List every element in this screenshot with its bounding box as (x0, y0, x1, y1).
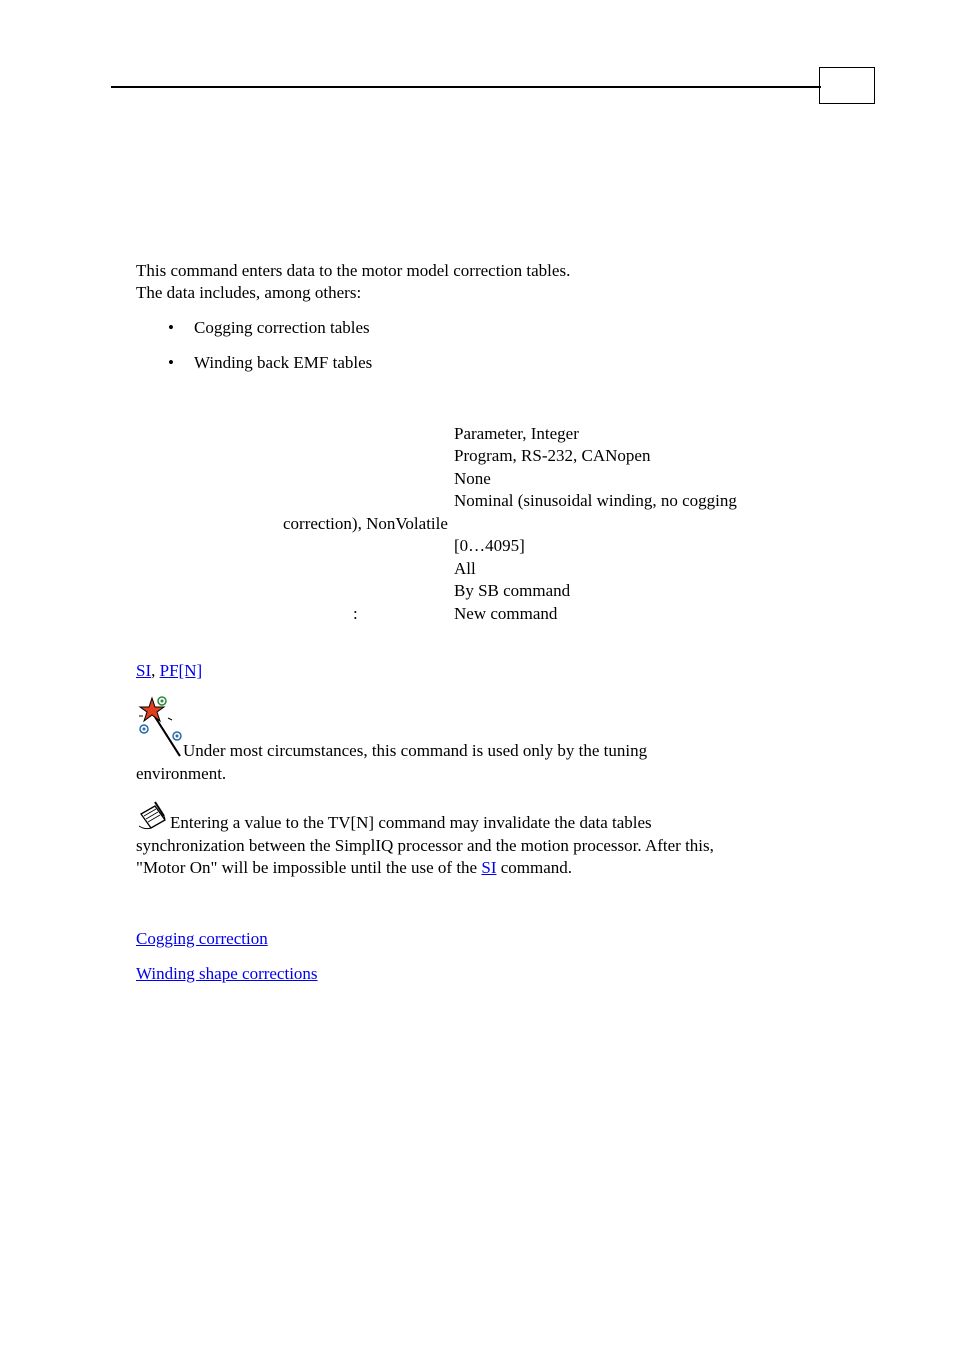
tip-line-2: environment. (136, 764, 227, 783)
bullet-symbol: • (168, 318, 174, 337)
header-rule (111, 86, 821, 88)
intro-line-2: The data includes, among others: (136, 283, 362, 302)
see-also-separator: , (151, 661, 156, 680)
link-winding-shape-corrections[interactable]: Winding shape corrections (136, 964, 318, 983)
link-si[interactable]: SI (136, 661, 152, 680)
attr-compatibility: New command (454, 604, 558, 623)
attr-default-line-2: correction), NonVolatile (283, 514, 448, 533)
attr-colon: : (353, 604, 358, 623)
note-line-1: Entering a value to the TV[N] command may invalidate the data tables (170, 813, 652, 832)
attr-index-range: All (454, 559, 476, 578)
tip-line-1: Under most circumstances, this command is used only by the tuning (183, 741, 648, 760)
bullet-symbol: • (168, 353, 174, 372)
attr-range: [0…4095] (454, 536, 525, 555)
attr-restrictions: None (454, 469, 491, 488)
bullet-item: Winding back EMF tables (194, 353, 373, 372)
link-cogging-correction[interactable]: Cogging correction (136, 929, 268, 948)
attr-activation: By SB command (454, 581, 571, 600)
link-pf[interactable]: PF[N] (159, 661, 203, 680)
note-line-2: synchronization between the SimplIQ processor and the motion processor. After this, (136, 836, 714, 855)
note-pad-icon (137, 800, 169, 832)
attr-default-line-1: Nominal (sinusoidal winding, no cogging (454, 491, 737, 510)
intro-line-1: This command enters data to the motor model correction tables. (136, 261, 571, 280)
attr-source: Program, RS-232, CANopen (454, 446, 651, 465)
note-line-3-text: "Motor On" will be impossible until the use of the (136, 858, 478, 877)
bullet-item: Cogging correction tables (194, 318, 370, 337)
see-also-line (136, 660, 202, 682)
note-line-3 (136, 857, 572, 879)
attr-type: Parameter, Integer (454, 424, 579, 443)
note-line-3-end: command. (500, 858, 573, 877)
link-si-note[interactable]: SI (481, 858, 497, 877)
magic-wand-icon (136, 694, 184, 758)
page-number-box (819, 67, 875, 104)
